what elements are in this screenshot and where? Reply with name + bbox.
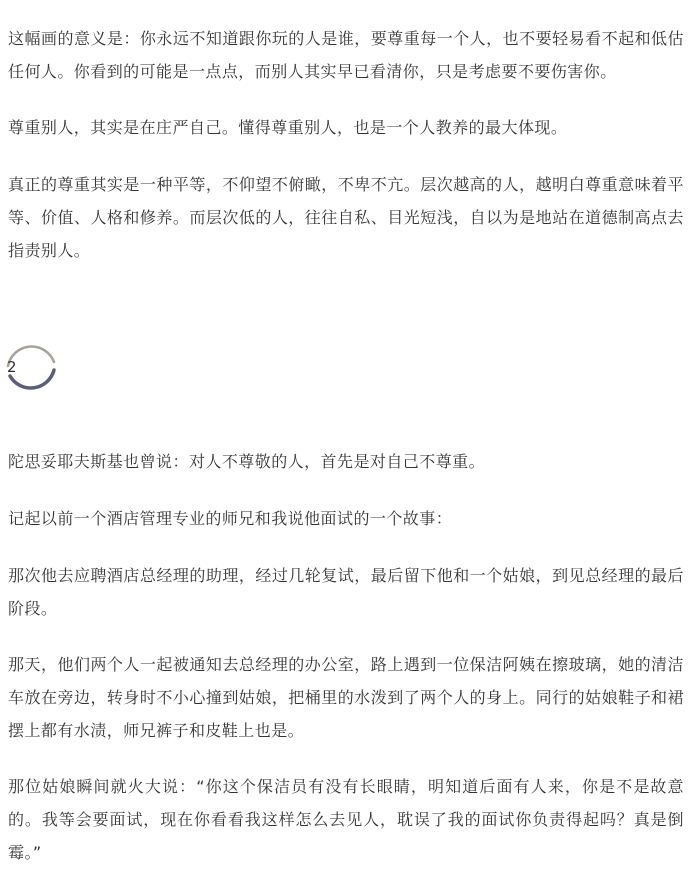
paragraph: 陀思妥耶夫斯基也曾说：对人不尊敬的人，首先是对自己不尊重。 bbox=[8, 452, 486, 471]
section-number-marker bbox=[6, 340, 56, 396]
paragraph: 那天，他们两个人一起被通知去总经理的办公室，路上遇到一位保洁阿姨在擦玻璃，她的清洁车放在旁边，转身时不小心撞到姑娘，把桶里的水泼到了两个人的身上。同行的姑娘鞋子和裙摆上都有水渍，师兄裤子和皮鞋上也是。 bbox=[8, 655, 684, 740]
paragraph: 记起以前一个酒店管理专业的师兄和我说他面试的一个故事： bbox=[8, 509, 453, 528]
section-number: 2 bbox=[7, 358, 17, 376]
paragraph: 那次他去应聘酒店总经理的助理，经过几轮复试，最后留下他和一个姑娘，到见总经理的最后阶段。 bbox=[8, 566, 684, 618]
paragraph: 真正的尊重其实是一种平等，不仰望不俯瞰，不卑不亢。层次越高的人，越明白尊重意味着平等、价值、人格和修养。而层次低的人，往往自私、目光短浅，自以为是地站在道德制高点去指责别人。 bbox=[8, 175, 684, 260]
paragraph: 那位姑娘瞬间就火大说：“你这个保洁员有没有长眼睛，明知道后面有人来，你是不是故意的。我等会要面试，现在你看看我这样怎么去见人，耽误了我的面试你负责得起吗？真是倒霉。” bbox=[8, 777, 684, 862]
paragraph: 尊重别人，其实是在庄严自己。懂得尊重别人，也是一个人教养的最大体现。 bbox=[8, 118, 568, 137]
paragraph: 这幅画的意义是：你永远不知道跟你玩的人是谁，要尊重每一个人，也不要轻易看不起和低估任何人。你看到的可能是一点点，而别人其实早已看清你，只是考虑要不要伤害你。 bbox=[8, 29, 684, 81]
